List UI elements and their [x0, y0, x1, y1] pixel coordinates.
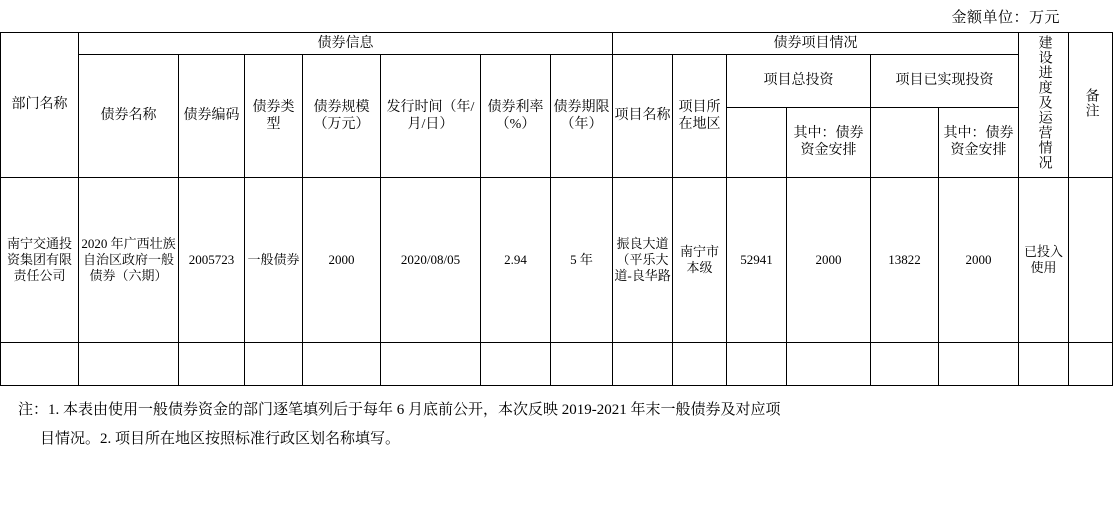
cell-bond-name: [79, 343, 179, 386]
header-done-invest: 项目已实现投资: [871, 55, 1019, 108]
cell-department: 南宁交通投资集团有限责任公司: [1, 178, 79, 343]
footnote-line-2: 目情况。2. 项目所在地区按照标准行政区划名称填写。: [40, 430, 401, 447]
header-bond-rate: [481, 55, 551, 178]
header-bond-term-label: 债券期限（年）: [553, 99, 610, 133]
cell-issue-date: [381, 343, 481, 386]
table-row: [1, 343, 1113, 386]
cell-remark: [1069, 343, 1113, 386]
header-department: [1, 33, 79, 178]
header-bond-term: [551, 55, 613, 178]
cell-project-name: 振良大道（平乐大道-良华路: [613, 178, 673, 343]
cell-project-name: [613, 343, 673, 386]
table-row: [1, 178, 1113, 343]
header-department-label: 部门名称: [11, 97, 68, 113]
cell-total-invest: 52941: [727, 178, 787, 343]
cell-bond-term: 5 年: [551, 178, 613, 343]
header-row-2: [1, 55, 1113, 108]
header-bond-type: [245, 55, 303, 178]
cell-issue-date: 2020/08/05: [381, 178, 481, 343]
cell-bond-scale: [303, 343, 381, 386]
header-remark-label: 备注: [1083, 87, 1099, 118]
cell-bond-rate: 2.94: [481, 178, 551, 343]
cell-total-invest-bond-part: [787, 343, 871, 386]
header-project-group: 债券项目情况: [613, 33, 1019, 55]
cell-department: [1, 343, 79, 386]
header-project-name-label: 项目名称: [614, 108, 671, 124]
header-done-invest-bond-part-label: 其中：债券资金安排: [943, 125, 1014, 159]
header-done-invest-amount: [871, 107, 939, 177]
cell-bond-name: 2020 年广西壮族自治区政府一般债券（六期）: [79, 178, 179, 343]
header-bond-info-group: 债券信息: [79, 33, 613, 55]
header-project-region-label: 项目所在地区: [678, 99, 721, 133]
header-bond-scale-label: 债券规模（万元）: [313, 99, 370, 133]
cell-bond-rate: [481, 343, 551, 386]
cell-bond-scale: 2000: [303, 178, 381, 343]
bond-disclosure-table: [0, 32, 1113, 386]
header-total-invest-amount: [727, 107, 787, 177]
header-remark: [1069, 33, 1113, 178]
header-total-invest-bond-part-label: 其中：债券资金安排: [793, 125, 864, 159]
header-project-region: [673, 55, 727, 178]
header-bond-type-label: 债券类型: [252, 99, 295, 133]
header-done-invest-bond-part: [939, 107, 1019, 177]
cell-progress: 已投入使用: [1019, 178, 1069, 343]
header-project-name: [613, 55, 673, 178]
cell-bond-term: [551, 343, 613, 386]
header-bond-code: [179, 55, 245, 178]
header-issue-date-label: 发行时间（年/月/日）: [386, 99, 475, 133]
cell-progress: [1019, 343, 1069, 386]
header-bond-name-label: 债券名称: [100, 108, 157, 124]
cell-total-invest-bond-part: 2000: [787, 178, 871, 343]
header-bond-rate-label: 债券利率（%）: [487, 99, 544, 133]
header-bond-code-label: 债券编码: [183, 108, 240, 124]
header-total-invest: 项目总投资: [727, 55, 871, 108]
cell-done-invest: [871, 343, 939, 386]
cell-bond-code: [179, 343, 245, 386]
cell-done-invest: 13822: [871, 178, 939, 343]
cell-bond-type: [245, 343, 303, 386]
cell-project-region: [673, 343, 727, 386]
cell-done-invest-bond-part: [939, 343, 1019, 386]
cell-done-invest-bond-part: 2000: [939, 178, 1019, 343]
footnote: [0, 386, 1082, 453]
cell-bond-type: 一般债券: [245, 178, 303, 343]
cell-remark: [1069, 178, 1113, 343]
header-bond-name: [79, 55, 179, 178]
header-total-invest-bond-part: [787, 107, 871, 177]
header-row-1: [1, 33, 1113, 55]
header-issue-date: [381, 55, 481, 178]
footnote-line-1: 注：1. 本表由使用一般债券资金的部门逐笔填列后于每年 6 月底前公开，本次反映 2019-2021 年末一般债券及对应项: [18, 402, 781, 419]
header-bond-scale: [303, 55, 381, 178]
cell-total-invest: [727, 343, 787, 386]
header-progress: [1019, 33, 1069, 178]
header-progress-label: 建设进度及运营情况: [1036, 35, 1052, 170]
cell-bond-code: 2005723: [179, 178, 245, 343]
cell-project-region: 南宁市本级: [673, 178, 727, 343]
amount-unit-note: 金额单位：万元: [951, 10, 1060, 26]
